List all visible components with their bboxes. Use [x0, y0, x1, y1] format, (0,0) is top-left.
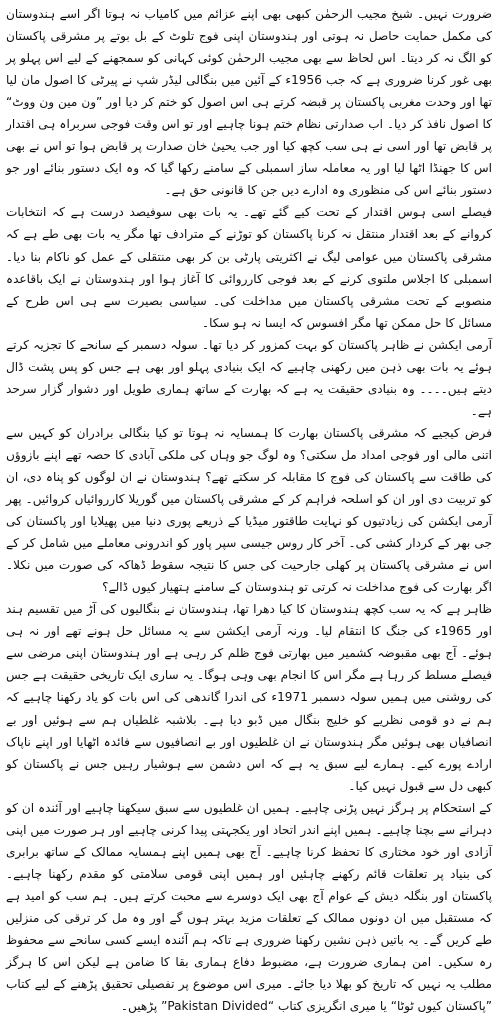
closing-suffix: پڑھیں۔ [120, 999, 158, 1014]
paragraph-6-text: کے استحکام پر ہرگز نہیں پڑنی چاہیے۔ ہمیں ان غلطیوں سے سبق سیکھنا چاہیے اور آئندہ ان کو دہرانے سے بچنا چاہیے۔ ہمیں اپنے اندر اتحاد اور یکجہتی پیدا کرنی چاہیے اور ہر صورت میں اپنی آزادی اور خود مختاری کا تحفظ کرنا چاہیے۔ آج بھی ہمیں اپنے ہمسایہ ممالک کے ساتھ برابری کی بنیاد پر تعلقات قائم رکھنے چاہئیں اور ہمیں اپنی قومی سلامتی کو مقدم رکھنا چاہیے۔ پاکستان اور بنگلہ دیش کے عوام آج بھی ایک دوسرے سے محبت کرتے ہیں۔ ہم سب کو امید ہے کہ مستقبل میں ان دونوں ممالک کے تعلقات مزید بہتر ہوں گے اور وہ مل کر ترقی کی منزلیں طے کریں گے۔ یہ باتیں ذہن نشین رکھنا ضروری ہے تاکہ ہم آئندہ ایسے کسی سانحے سے محفوظ رہ سکیں۔ امن ہماری ضرورت ہے، مضبوط دفاع ہماری بقا کا ضامن ہے لیکن اس کا ہرگز مطلب یہ نہیں کہ تاریخ کو بھلا دیا جائے۔ میری اس موضوع پر تفصیلی تحقیق پڑھنے کے لیے کتاب ”پاکستان کیوں ٹوٹا“ یا میری انگریزی کتاب [6, 800, 492, 1014]
paragraph-1: ضرورت نہیں۔ شیخ مجیب الرحمٰن کبھی بھی اپنے عزائم میں کامیاب نہ ہوتا اگر اسے ہندوستان کی مکمل حمایت حاصل نہ ہوتی اور ہندوستان اپنی فوج تلوٹ کے بل بوتے پر مشرقی پاکستان کو الگ نہ کر دیتا۔ اس لحاظ سے بھی مجیب الرحمٰن کوئی کہانی کو سمجھنے کے لیے اس پہلو پر بھی غور کرنا ضروری ہے کہ جب 1956ء کے آئین میں بنگالی لیڈر شپ نے پیرٹی کا اصول مان لیا تھا اور وحدت مغربی پاکستان پر قبضہ کرتے ہی اس اصول کو ختم کر دیا اور ”ون مین ون ووٹ“ کا اصول نافذ کر دیا۔ اب صدارتی نظام ختم ہونا چاہیے اور تو اس وقت فوجی سربراہ ہی اقتدار پر قابض تھا اور اسی نے ہی سب کچھ کیا اور جب یحییٰ خان صدارت پر قابض ہوا تو اس نے بھی اس کا جھنڈا اٹھا لیا اور یہ معاملہ ساز اسمبلی کے سامنے رکھا گیا کہ وہ ایک دستور بنائے اور جو دستور بنائے اس کی منظوری وہ ادارے دیں جن کا قانونی حق ہے۔ [6, 7, 492, 198]
paragraph-3: آرمی ایکشن نے ظاہر پاکستان کو بہت کمزور کر دیا تھا۔ سولہ دسمبر کے سانحے کا تجزیہ کرتے ہوئے یہ بات بھی ذہن میں رکھنی چاہیے کہ ایک بنیادی پہلو اور بھی ہے جس کو پس پشت ڈال دیتے ہیں۔۔۔۔ وہ بنیادی حقیقت یہ ہے کہ بھارت کے ساتھ ہماری طویل اور دشوار گزار سرحد ہے۔ [6, 337, 492, 418]
paragraph-5: ظاہر ہے کہ یہ سب کچھ ہندوستان کا کیا دھرا تھا، ہندوستان نے بنگالیوں کی آڑ میں تقسیم ہند اور 1965ء کی جنگ کا انتقام لیا۔ ورنہ آرمی ایکشن سے یہ مسائل حل ہونے تھے اور نہ ہی ہوئے۔ آج بھی مقبوضہ کشمیر میں بھارتی فوج ظلم کر رہی ہے اور ہندوستان اپنی مرضی سے فیصلے مسلط کر رہا ہے مگر اس کا انجام بھی وہی ہوگا۔ یہ ساری ایک تاریخی حقیقت ہے جس کی روشنی میں ہمیں سولہ دسمبر 1971ء کی اندرا گاندھی کی اس بات کو یاد رکھنا چاہیے کہ ہم نے دو قومی نظریے کو خلیج بنگال میں ڈبو دیا ہے۔ بلاشبہ غلطیاں ہم سے ہوئیں اور بے انصافیاں بھی ہوئیں مگر ہندوستان نے ان غلطیوں اور بے انصافیوں سے فائدہ اٹھایا اور اپنے ناپاک ارادے پورے کیے۔ ہمارے لیے سبق یہ ہے کہ اس دشمن سے ہوشیار رہیں جس نے پاکستان کو کبھی دل سے قبول نہیں کیا۔ [6, 602, 492, 793]
book-title: Pakistan Divided [167, 999, 268, 1014]
paragraph-2: فیصلے اسی ہوس اقتدار کے تحت کیے گئے تھے۔ یہ بات بھی سوفیصد درست ہے کہ انتخابات کروانے کے بعد اقتدار منتقل نہ کرنا پاکستان کو توڑنے کے مترادف تھا مگر یہ بات بھی طے ہے کہ مشرقی پاکستان میں عوامی لیگ نے اکثریتی پارٹی بن کر بھی منتقلی کے عمل کو ناکام بنا دیا۔ اسمبلی کا اجلاس ملتوی کرنے کے بعد فوجی کارروائی کا آغاز ہوا اور ہندوستان نے ایک باقاعدہ منصوبے کے تحت مشرقی پاکستان میں مداخلت کی۔ سیاسی بصیرت سے ہی اس طرح کے مسائل کا حل ممکن تھا مگر افسوس کہ ایسا نہ ہو سکا۔ [6, 205, 492, 330]
paragraph-4: فرض کیجیے کہ مشرقی پاکستان بھارت کا ہمسایہ نہ ہوتا تو کیا بنگالی برادران کو کہیں سے اتنی مالی اور فوجی امداد مل سکتی؟ وہ لوگ جو وہاں کی ملکی آبادی کا حصہ تھے اپنے بازوؤں کی طاقت سے پاکستان کی فوج کا مقابلہ کر سکتے تھے؟ ہندوستان نے ان لوگوں کو پناہ دی، ان کو تربیت دی اور ان کو اسلحہ فراہم کر کے مشرقی پاکستان میں گوریلا کارروائیاں کروائیں۔ پھر آرمی ایکشن کی زیادتیوں کو نہایت طاقتور میڈیا کے ذریعے پوری دنیا میں پھیلایا اور پاکستان کی جی بھر کے کردار کشی کی۔ آخر کار روس جیسی سپر پاور کو اندرونی معاملے میں شامل کر کے اس نے مشرقی پاکستان پر کھلی جارحیت کی جس کا نتیجہ سقوط ڈھاکہ کی صورت میں نکلا۔ اگر بھارت کی فوج مداخلت نہ کرتی تو ہندوستان کے سامنے ہتھیار کیوں ڈالے؟ [6, 425, 492, 595]
paragraph-6: کے استحکام پر ہرگز نہیں پڑنی چاہیے۔ ہمیں ان غلطیوں سے سبق سیکھنا چاہیے اور آئندہ ان کو دہرانے سے بچنا چاہیے۔ ہمیں اپنے اندر اتحاد اور یکجہتی پیدا کرنی چاہیے اور ہر صورت میں اپنی آزادی اور خود مختاری کا تحفظ کرنا چاہیے۔ آج بھی ہمیں اپنے ہمسایہ ممالک کے ساتھ برابری کی بنیاد پر تعلقات قائم رکھنے چاہئیں اور ہمیں اپنی قومی سلامتی کو مقدم رکھنا چاہیے۔ پاکستان اور بنگلہ دیش کے عوام آج بھی ایک دوسرے سے محبت کرتے ہیں۔ ہم سب کو امید ہے کہ مستقبل میں ان دونوں ممالک کے تعلقات مزید بہتر ہوں گے اور وہ مل کر ترقی کی منزلیں طے کریں گے۔ یہ باتیں ذہن نشین رکھنا ضروری ہے تاکہ ہم آئندہ ایسے کسی سانحے سے محفوظ رہ سکیں۔ امن ہماری ضرورت ہے، مضبوط دفاع ہماری بقا کا ضامن ہے لیکن اس کا ہرگز مطلب یہ نہیں کہ تاریخ کو بھلا دیا جائے۔ میری اس موضوع پر تفصیلی تحقیق پڑھنے کے لیے کتاب ”پاکستان کیوں ٹوٹا“ یا میری انگریزی کتاب “Pakistan Divided” پڑھیں۔ [6, 800, 492, 1014]
